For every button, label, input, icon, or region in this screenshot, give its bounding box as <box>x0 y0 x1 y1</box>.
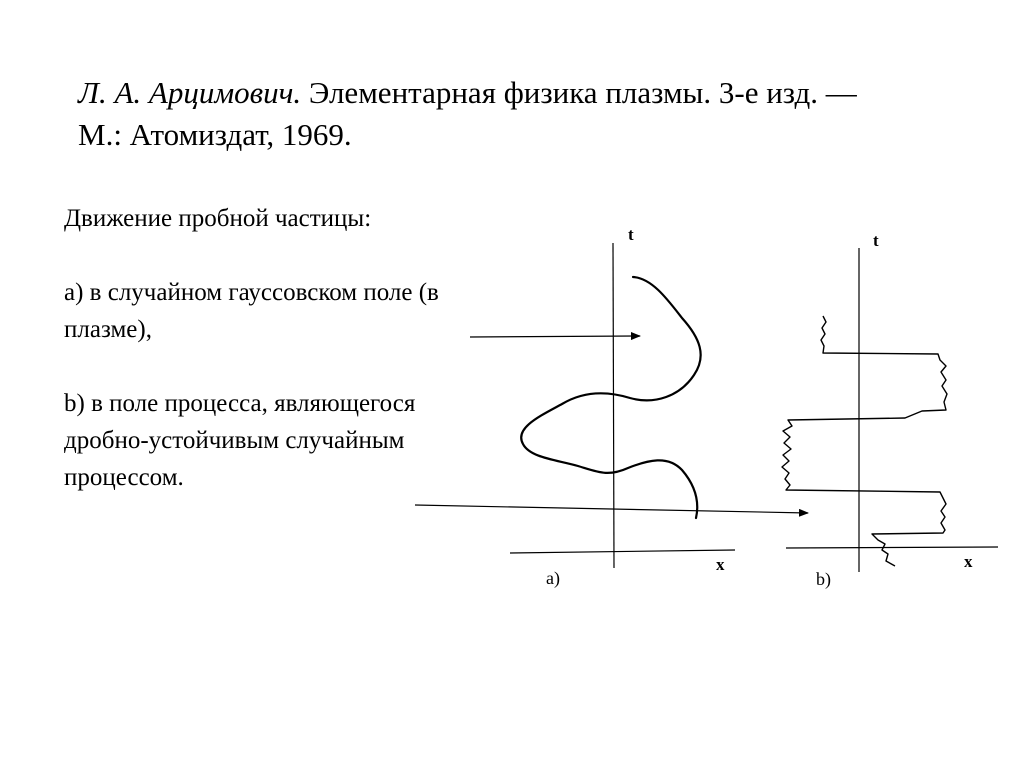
panel-b <box>782 231 998 590</box>
description-item-a: a) в случайном гауссовском поле (в плазме), <box>64 279 439 343</box>
citation-author: Л. А. Арцимович. <box>78 75 302 110</box>
panel-b-levy-flight-trajectory <box>782 316 947 566</box>
description-heading: Движение пробной частицы: <box>64 205 372 232</box>
panel-a-x-axis <box>510 550 735 553</box>
arrow-to-panel-a <box>470 336 640 337</box>
panel-a <box>510 225 735 589</box>
panel-a-t-axis <box>613 243 614 568</box>
panel-b-x-label: x <box>964 552 973 571</box>
panel-b-x-axis <box>786 547 998 548</box>
panel-b-t-label: t <box>873 231 879 250</box>
citation-text: Элементарная физика плазмы. 3-е изд. — М.: Атомиздат, 1969. <box>78 75 857 152</box>
panel-a-t-label: t <box>628 225 634 244</box>
arrow-to-panel-b <box>415 505 808 513</box>
panel-a-label: a) <box>546 568 560 588</box>
panel-b-label: b) <box>816 569 831 589</box>
description-item-b: b) в поле процесса, являющегося дробно-устойчивым случайным процессом. <box>64 390 416 491</box>
panel-a-gaussian-trajectory <box>521 277 701 518</box>
panel-a-x-label: x <box>716 555 725 574</box>
